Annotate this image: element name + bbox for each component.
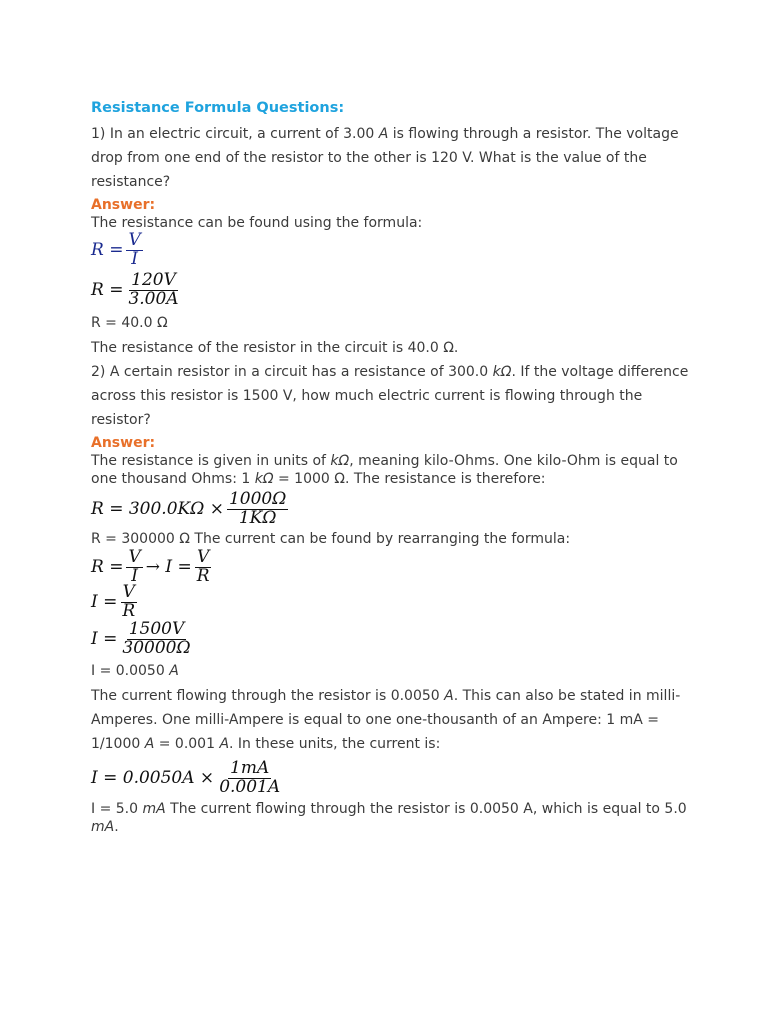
question-text: is flowing through a resistor. The voltage drop from one end of the resistor to the other is 120 V. What is the value of the resistance?: [91, 126, 679, 190]
equation-rearranged: R = $\frac{V}{I}$ → I = $\frac{V}{R}$: [91, 546, 210, 586]
rearrange-text: R = 300000 Ω The current can be found by rearranging the formula:: [91, 531, 571, 547]
answer-intro: The resistance can be found using the formula:: [91, 215, 423, 231]
fraction: $\frac{V}{R}$: [196, 546, 210, 586]
question-text: . If the voltage difference across this resistor is 1500 V, how much electric current is flowing through the resistor?: [91, 364, 689, 428]
final-answer: I = 5.0 mA The current flowing through the resistor is 0.0050 A, which is equal to 5.0 mA.: [91, 801, 687, 835]
equation-milliamp-conversion: I = 0.0050A × $\frac{1mA}{0.001A}$: [91, 757, 281, 797]
equation-ohms-law: R = $\frac{V}{I}$: [91, 229, 141, 269]
fraction: $\frac{V}{R}$: [122, 581, 136, 621]
equation-current: I = $\frac{V}{R}$: [91, 581, 136, 621]
statement: The current flowing through the resistor is 0.0050 A. This can also be stated in milli-Amperes. One milli-Ampere is equal to one one-thousanth of an Ampere: 1 mA = 1/1000 A = 0.001 A. In these units, the current is:: [91, 688, 681, 752]
question-text: 1) In an electric circuit, a current of 3.00: [91, 126, 379, 142]
answer-label: Answer:: [91, 197, 156, 213]
unit: A: [378, 126, 389, 142]
question-2: [91, 360, 691, 432]
section-heading: Resistance Formula Questions:: [91, 100, 345, 116]
document-page: [91, 98, 691, 836]
fraction: $\frac{V}{I}$: [128, 546, 141, 586]
question-1: [91, 122, 691, 194]
fraction: $\frac{1mA}{0.001A}$: [219, 757, 281, 797]
equation-current-substitution: I = $\frac{1500V}{30000\Omega}$: [91, 618, 191, 658]
answer-explanation: The resistance is given in units of kΩ, meaning kilo-Ohms. One kilo-Ohm is equal to one thousand Ohms: 1 kΩ = 1000 Ω. The resistance is therefore:: [91, 453, 678, 487]
equation-unit-conversion: R = 300.0KΩ × $\frac{1000\Omega}{1K\Omega}$: [91, 488, 287, 528]
conclusion: The resistance of the resistor in the circuit is 40.0 Ω.: [91, 340, 459, 356]
equation-substitution: R = $\frac{120V}{3.00A}$: [91, 269, 179, 309]
fraction: $\frac{V}{I}$: [128, 229, 141, 269]
question-text: 2) A certain resistor in a circuit has a resistance of 300.0: [91, 364, 493, 380]
result: I = 0.0050 A: [91, 663, 179, 679]
fraction: $\frac{1500V}{30000\Omega}$: [122, 618, 191, 658]
fraction: $\frac{120V}{3.00A}$: [128, 269, 179, 309]
result: R = 40.0 Ω: [91, 315, 168, 331]
unit: kΩ: [492, 364, 512, 380]
answer-label: Answer:: [91, 435, 156, 451]
fraction: $\frac{1000\Omega}{1K\Omega}$: [228, 488, 287, 528]
